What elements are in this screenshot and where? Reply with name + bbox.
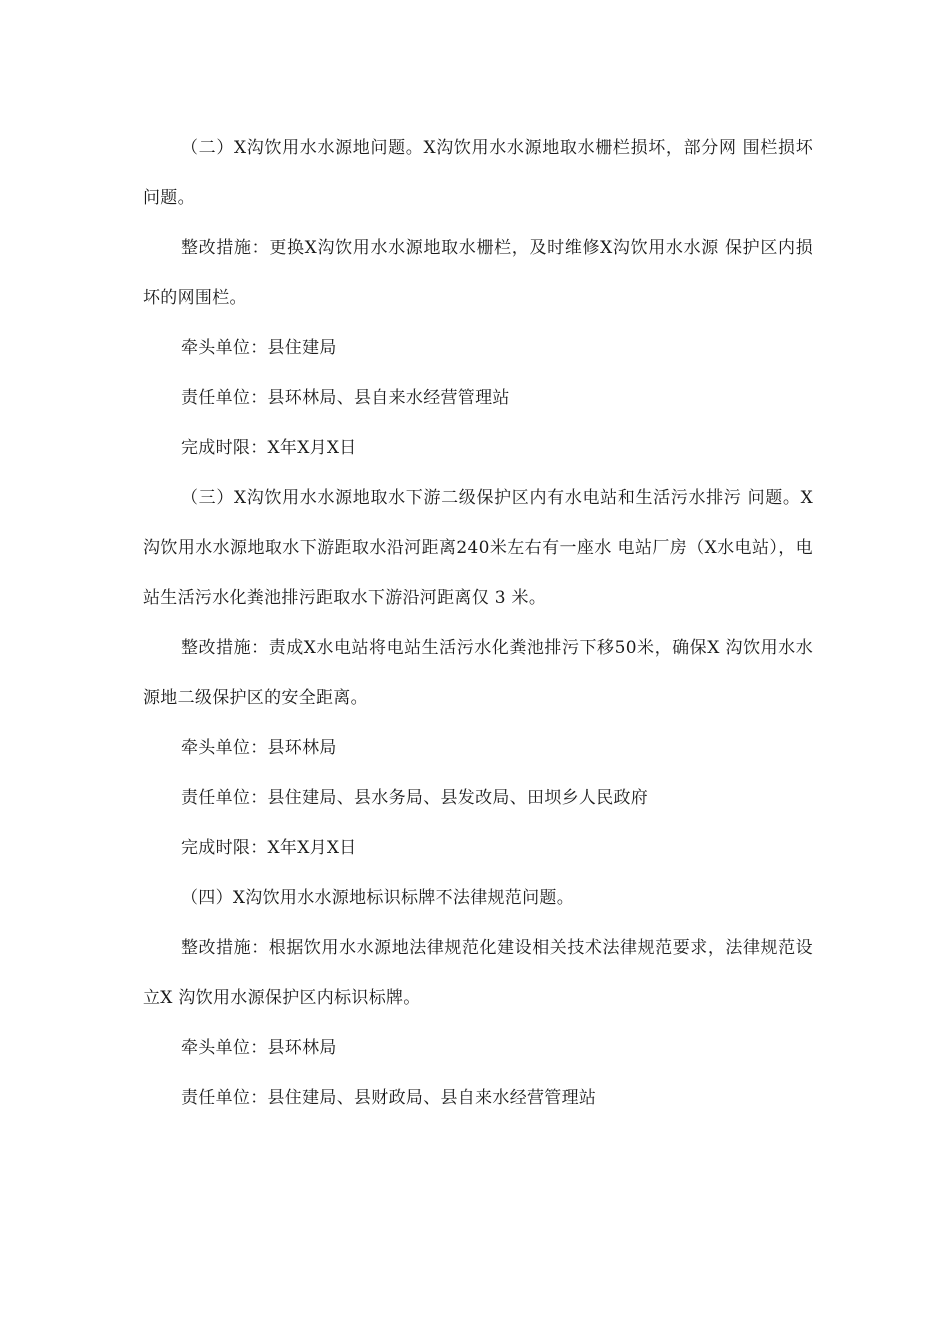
responsible-unit-paragraph: 责任单位：县住建局、县水务局、县发改局、田坝乡人民政府 [181, 788, 649, 808]
rectification-measures-paragraph: 整改措施：更换X沟饮用水水源地取水栅栏，及时维修X沟饮用水水源 保护区内损坏的网围栏。 [143, 238, 813, 308]
deadline-paragraph: 完成时限：X年X月X日 [181, 838, 357, 858]
deadline-paragraph: 完成时限：X年X月X日 [181, 438, 357, 458]
rectification-measures-paragraph: 整改措施：责成X水电站将电站生活污水化粪池排污下移50米，确保X 沟饮用水水源地二级保护区的安全距离。 [143, 638, 813, 708]
document-body [143, 123, 813, 1123]
section-four-heading-paragraph: （四）X沟饮用水水源地标识标牌不法律规范问题。 [181, 888, 575, 908]
section-two-heading-paragraph: （二）X沟饮用水水源地问题。X沟饮用水水源地取水栅栏损坏，部分网 围栏损坏问题。 [143, 138, 813, 208]
responsible-unit-paragraph: 责任单位：县住建局、县财政局、县自来水经营管理站 [181, 1088, 597, 1108]
lead-unit-paragraph: 牵头单位：县住建局 [181, 338, 337, 358]
rectification-measures-paragraph: 整改措施：根据饮用水水源地法律规范化建设相关技术法律规范要求，法律规范设立X 沟饮用水源保护区内标识标牌。 [143, 938, 813, 1008]
lead-unit-paragraph: 牵头单位：县环林局 [181, 1038, 337, 1058]
responsible-unit-paragraph: 责任单位：县环林局、县自来水经营管理站 [181, 388, 510, 408]
lead-unit-paragraph: 牵头单位：县环林局 [181, 738, 337, 758]
section-three-heading-paragraph: （三）X沟饮用水水源地取水下游二级保护区内有水电站和生活污水排污 问题。X沟饮用水水源地取水下游距取水沿河距离240米左右有一座水 电站厂房（X水电站），电站生活污水化粪池排污距取水下游沿河距离仅 3 米。 [143, 488, 813, 608]
